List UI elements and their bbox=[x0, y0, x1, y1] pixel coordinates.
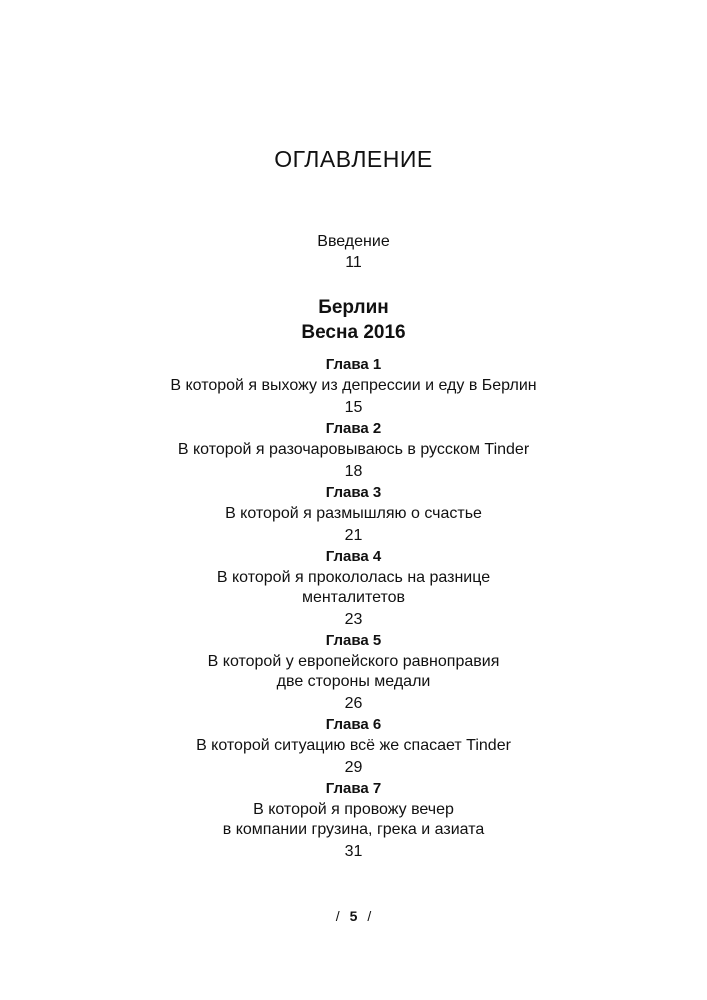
chapter-page-number: 23 bbox=[344, 611, 363, 628]
footer-page-number: 5 bbox=[349, 908, 358, 924]
footer-slash-left: / bbox=[335, 908, 340, 924]
intro-label: Введение bbox=[317, 233, 390, 250]
chapter-page-number: 26 bbox=[344, 695, 363, 712]
part-season: Весна 2016 bbox=[301, 322, 406, 343]
chapter-list bbox=[0, 355, 707, 863]
chapter-label: Глава 3 bbox=[325, 484, 382, 501]
chapter-label: Глава 4 bbox=[325, 548, 382, 565]
chapter-page-number: 21 bbox=[344, 527, 363, 544]
chapter-page-number: 31 bbox=[344, 843, 363, 860]
chapter-entry bbox=[0, 715, 707, 779]
chapter-title: В которой я выхожу из депрессии и еду в Берлин bbox=[170, 377, 537, 394]
chapter-entry bbox=[0, 547, 707, 631]
chapter-label: Глава 1 bbox=[325, 356, 382, 373]
chapter-title: В которой я разочаровываюсь в русском Tinder bbox=[177, 441, 530, 458]
chapter-entry bbox=[0, 631, 707, 715]
chapter-label: Глава 5 bbox=[325, 632, 382, 649]
chapter-title: В которой я прокололась на разнице bbox=[216, 569, 491, 586]
chapter-entry bbox=[0, 483, 707, 547]
part-city: Берлин bbox=[318, 297, 389, 318]
intro-page-number: 11 bbox=[345, 254, 362, 271]
chapter-title: В которой у европейского равноправия bbox=[207, 653, 500, 670]
chapter-label: Глава 6 bbox=[325, 716, 382, 733]
chapter-page-number: 18 bbox=[344, 463, 363, 480]
chapter-entry bbox=[0, 779, 707, 863]
chapter-title-continued: две стороны медали bbox=[276, 673, 431, 690]
footer-slash-right: / bbox=[367, 908, 372, 924]
page-title: ОГЛАВЛЕНИЕ bbox=[274, 146, 433, 172]
chapter-entry bbox=[0, 419, 707, 483]
chapter-title-continued: в компании грузина, грека и азиата bbox=[222, 821, 485, 838]
part-header bbox=[0, 295, 707, 345]
chapter-label: Глава 7 bbox=[325, 780, 382, 797]
chapter-title: В которой я размышляю о счастье bbox=[225, 505, 482, 522]
chapter-page-number: 29 bbox=[344, 759, 363, 776]
chapter-entry bbox=[0, 355, 707, 419]
chapter-page-number: 15 bbox=[344, 399, 363, 416]
chapter-label: Глава 2 bbox=[325, 420, 382, 437]
page-footer bbox=[0, 906, 707, 926]
chapter-title-continued: менталитетов bbox=[301, 589, 406, 606]
chapter-title: В которой я провожу вечер bbox=[253, 801, 454, 818]
chapter-title: В которой ситуацию всё же спасает Tinder bbox=[196, 737, 511, 754]
intro-entry bbox=[0, 231, 707, 273]
